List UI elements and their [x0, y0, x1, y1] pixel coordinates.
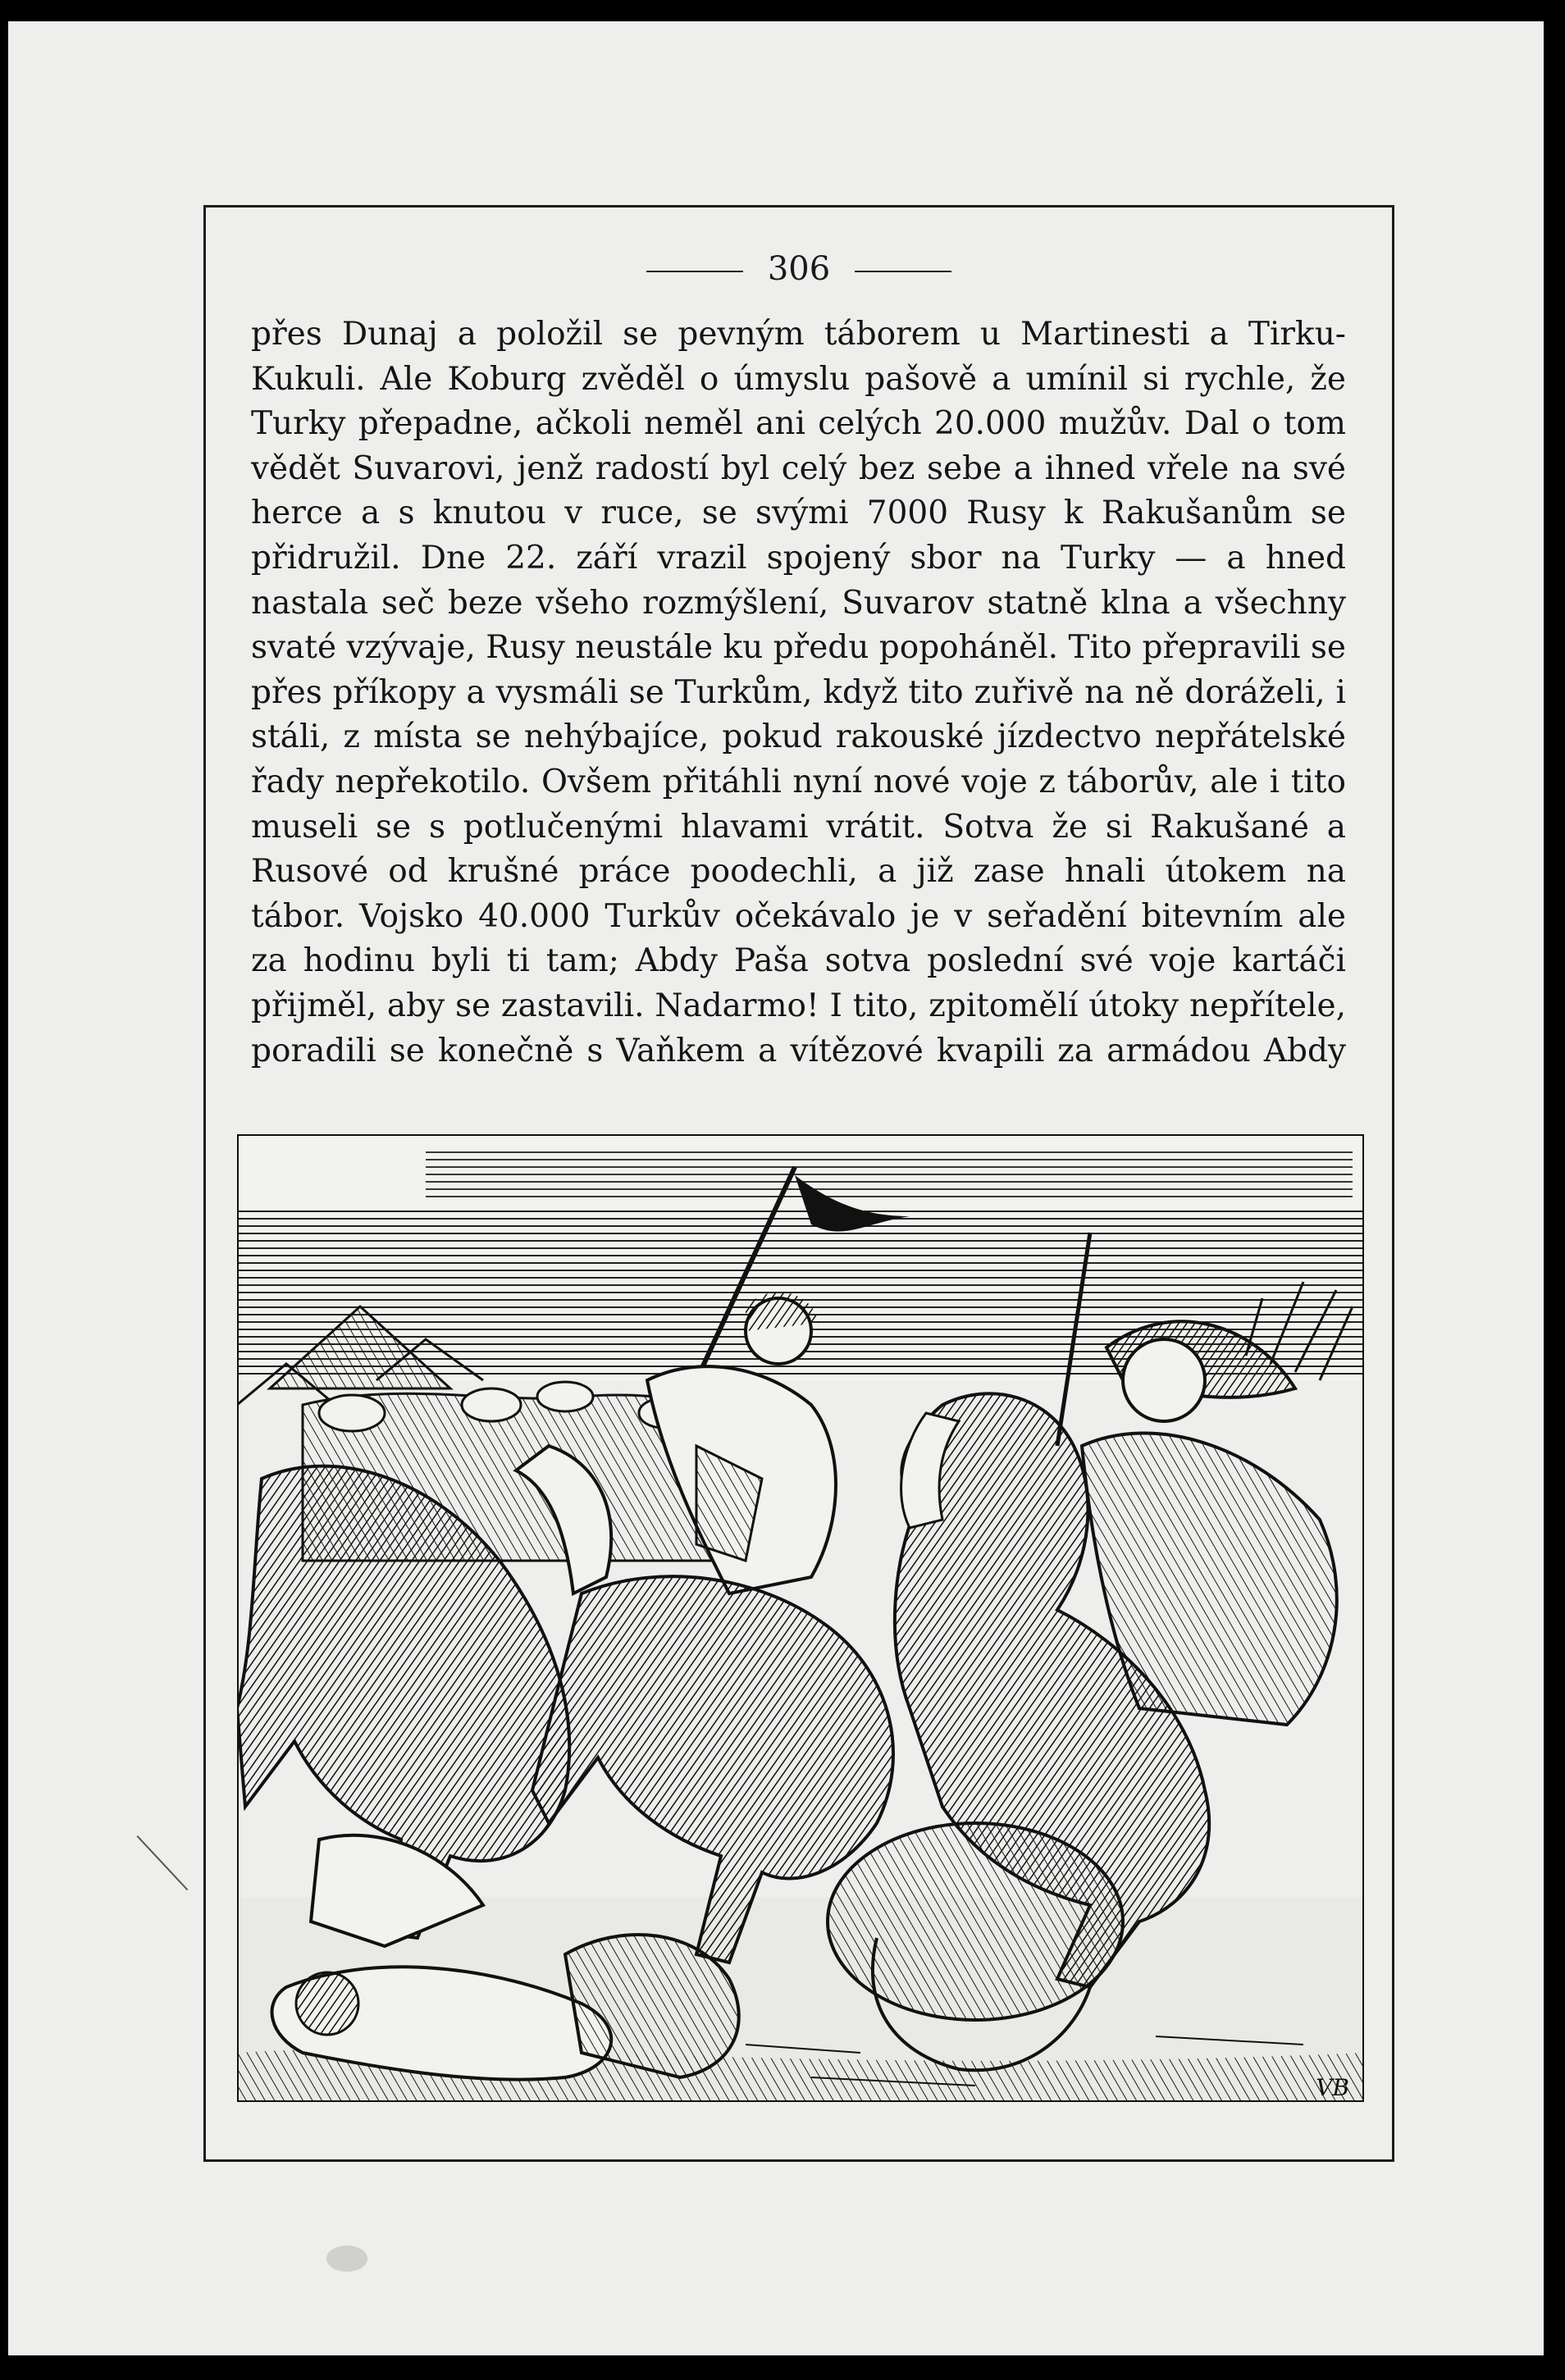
scanned-page [8, 21, 1544, 2355]
page-number: 306 [767, 250, 831, 288]
page-header [206, 250, 1392, 288]
header-rule-right [855, 271, 951, 272]
artist-monogram: VB [1316, 2074, 1349, 2101]
page-frame [203, 205, 1394, 2162]
header-rule-left [646, 271, 743, 272]
paper-smudge [326, 2245, 367, 2272]
battle-engraving [237, 1134, 1364, 2102]
margin-pencil-mark [137, 1835, 189, 1890]
battle-illustration [237, 1134, 1364, 2102]
body-paragraph: přes Dunaj a položil se pevným táborem u Martinesti a Tirku-Kukuli. Ale Koburg zvěděl o úmyslu pašově a umínil si rychle, že Turky přepadne, ačkoli neměl ani celých 20.000 mužův. Dal o tom vědět Suvarovi, jenž radostí byl celý bez sebe a ihned vřele na své herce a s knutou v ruce, se svými 7000 Rusy k Rakušanům se přidružil. Dne 22. září vrazil spojený sbor na Turky — a hned nastala seč beze všeho rozmýšlení, Suvarov statně klna a všechny svaté vzývaje, Rusy neustále ku předu popoháněl. Tito přepravili se přes příkopy a vysmáli se Turkům, když tito zuřivě na ně doráželi, i stáli, z místa se nehýbajíce, pokud rakouské jízdectvo nepřátelské řady nepřekotilo. Ovšem přitáhli nyní nové voje z táborův, ale i tito museli se s potlučenými hlavami vrátit. Sotva že si Rakušané a Rusové od krušné práce poodechli, a již zase hnali útokem na tábor. Vojsko 40.000 Turkův očekávalo je v seřadění bitevním ale za hodinu byli ti tam; Abdy Paša sotva poslední své voje kartáči přijměl, aby se zastavili. Nadarmo! I tito, zpitomělí útoky nepřítele, poradili se konečně s Vaňkem a vítězové kvapili za armádou Abdy [251, 316, 1347, 1069]
